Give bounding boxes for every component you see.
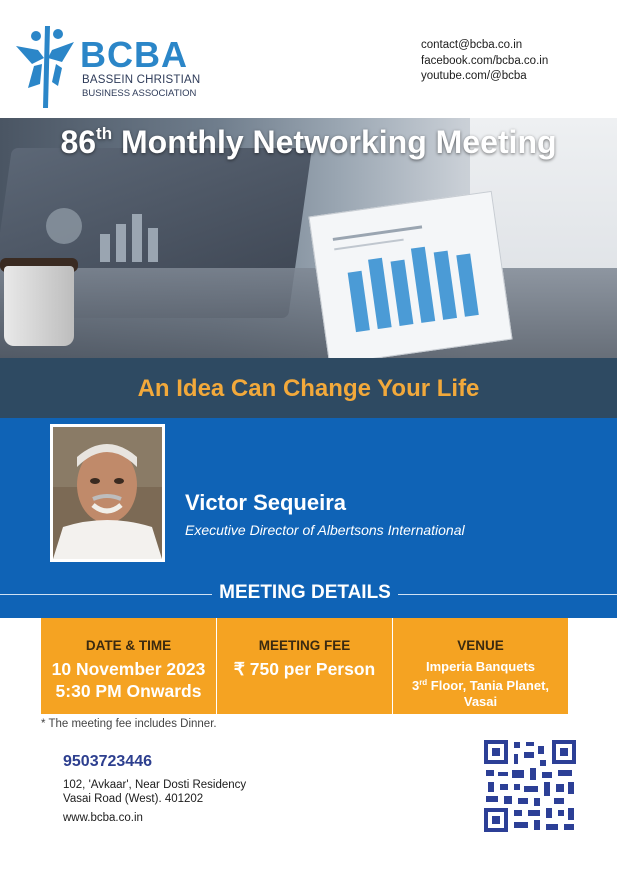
- meeting-fee-value: ₹ 750 per Person: [233, 659, 376, 679]
- date-time-heading: DATE & TIME: [85, 638, 172, 653]
- venue-line-3: Vasai: [463, 694, 498, 709]
- hero-banner: [0, 118, 617, 358]
- meeting-fee-heading: MEETING FEE: [258, 638, 351, 653]
- speaker-role: Executive Director of Albertsons International: [185, 522, 465, 538]
- tagline: An Idea Can Change Your Life: [137, 375, 480, 402]
- meeting-fee-column: [216, 618, 392, 714]
- header: [0, 0, 617, 118]
- laptop-chart-image: [36, 188, 176, 268]
- phone-number[interactable]: 9503723446: [63, 753, 152, 770]
- speaker-section: [0, 418, 617, 618]
- address-line-2: Vasai Road (West). 401202: [63, 793, 204, 805]
- contact-list: [421, 38, 548, 85]
- contact-youtube[interactable]: youtube.com/@bcba: [421, 70, 527, 82]
- logo-subtitle-2: BUSINESS ASSOCIATION: [82, 88, 197, 99]
- meeting-details-box: [41, 618, 568, 714]
- event-title: 86th Monthly Networking Meeting: [60, 124, 557, 160]
- logo-wordmark: BCBA: [80, 34, 188, 75]
- date-time-column: [41, 618, 216, 714]
- fee-note: * The meeting fee includes Dinner.: [41, 718, 217, 730]
- venue-line-2: 3rd Floor, Tania Planet,: [411, 678, 550, 693]
- logo-subtitle-1: BASSEIN CHRISTIAN: [82, 74, 201, 86]
- coffee-cup-image: [4, 266, 74, 346]
- tagline-band: [0, 358, 617, 418]
- event-date: 10 November 2023: [51, 659, 206, 679]
- bcba-logo: [14, 24, 204, 110]
- bcba-logo-icon: [14, 24, 76, 110]
- speaker-photo: [50, 424, 165, 562]
- speaker-name: Victor Sequeira: [185, 490, 346, 515]
- event-time: 5:30 PM Onwards: [55, 681, 202, 701]
- qr-code-icon: [482, 738, 578, 834]
- qr-code[interactable]: [482, 738, 578, 834]
- venue-heading: VENUE: [457, 638, 504, 653]
- contact-facebook[interactable]: facebook.com/bcba.co.in: [421, 54, 549, 67]
- website-link[interactable]: www.bcba.co.in: [63, 812, 143, 824]
- divider-right: [398, 594, 617, 595]
- address-line-1: 102, 'Avkaar', Near Dosti Residency: [63, 779, 247, 791]
- venue-column: [392, 618, 568, 714]
- clipboard-image: [308, 191, 512, 358]
- meeting-details-heading: MEETING DETAILS: [219, 582, 391, 603]
- desk-image: [0, 268, 617, 358]
- venue-line-1: Imperia Banquets: [425, 659, 536, 674]
- divider-left: [0, 594, 212, 595]
- contact-email[interactable]: contact@bcba.co.in: [421, 39, 523, 51]
